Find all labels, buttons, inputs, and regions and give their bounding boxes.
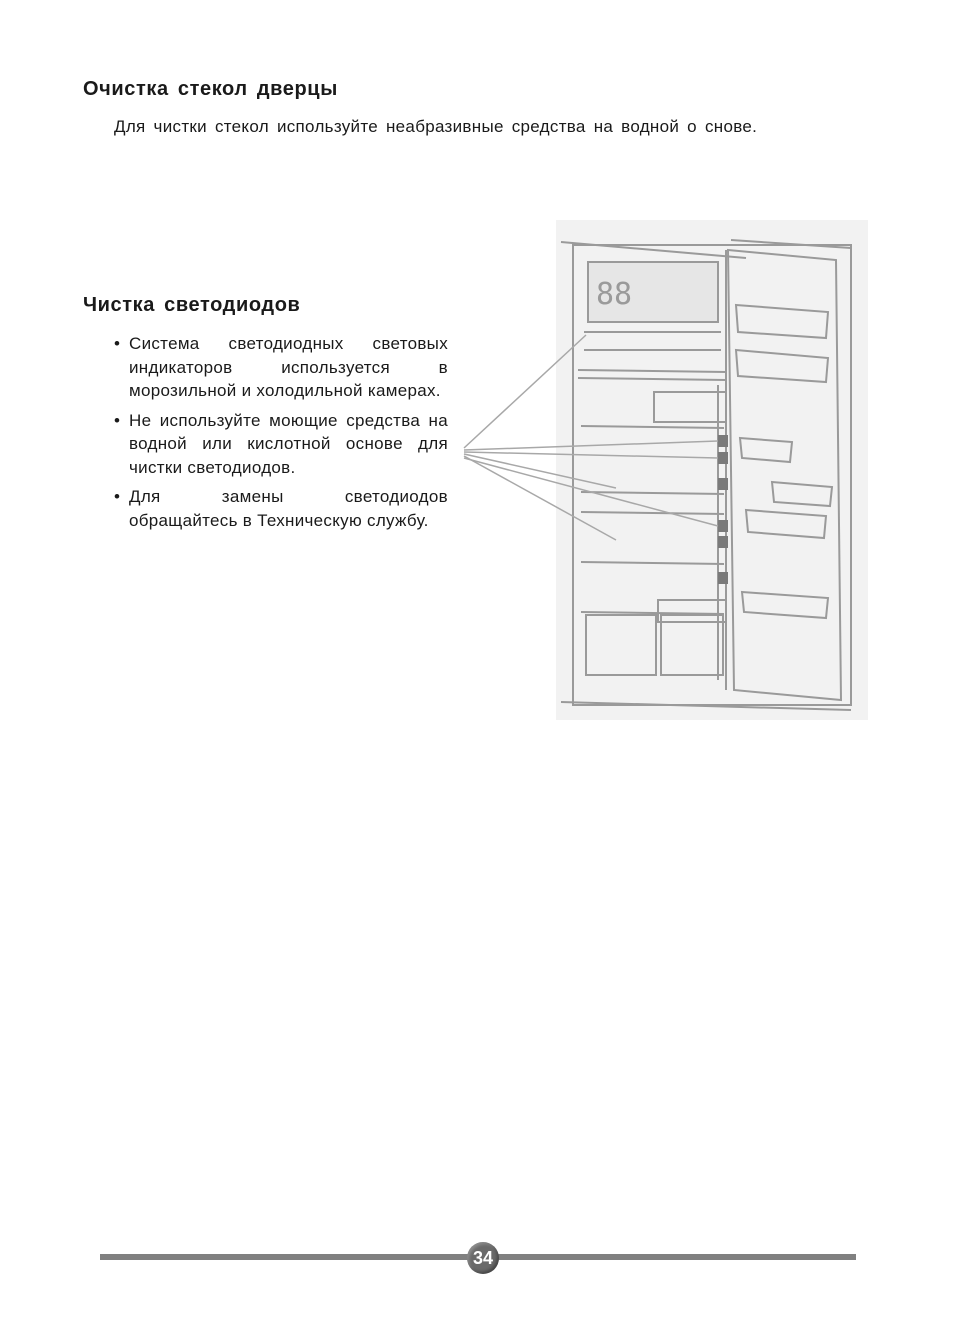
led-bullet-list xyxy=(114,332,448,538)
section-heading-led-cleaning: Чистка светодиодов xyxy=(83,294,301,316)
glass-cleaning-text: Для чистки стекол используйте неабразивные средства на водной о снове. xyxy=(114,117,758,136)
bullet-item: • Для замены светодиодов обращайтесь в Техническую службу. xyxy=(114,485,448,532)
bullet-item: • Система светодиодных световых индикаторов используется в морозильной и холодильной камерах. xyxy=(114,332,448,403)
bullet-item: • Не используйте моющие средства на водной или кислотной основе для чистки светодиодов. xyxy=(114,409,448,480)
footer-rule-left xyxy=(100,1254,470,1260)
display-digits: 88 xyxy=(596,277,633,312)
refrigerator-illustration xyxy=(456,220,868,720)
page-number-badge: 34 xyxy=(467,1242,499,1274)
section-heading-glass-cleaning: Очистка стекол дверцы xyxy=(83,78,338,100)
footer-rule-right xyxy=(496,1254,856,1260)
